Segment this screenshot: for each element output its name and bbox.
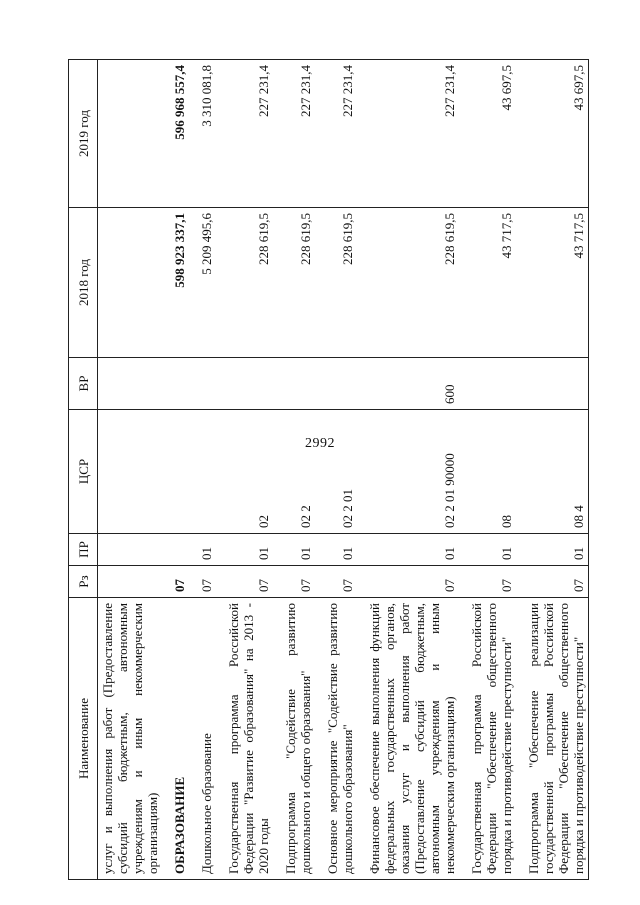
row-csr: 02 2 01 90000 [357,410,459,534]
row-pr: 01 [216,534,273,566]
row-name: Дошкольное образование [189,598,216,880]
row-pr: 01 [357,534,459,566]
row-name: Финансовое обеспечение выполнения функций федеральных государственных органов, оказания услуг и выполнения работ (Предоставление субсидий бюджетным, автономным учреждениям и иным некоммерческим организациям) [357,598,459,880]
row-pr [162,534,189,566]
header-vr: ВР [69,358,98,410]
row-2019: 227 231,4 [273,60,315,208]
row-csr: 02 2 [273,410,315,534]
table-row [315,60,357,880]
row-vr [216,358,273,410]
budget-table [68,59,589,880]
row-vr [516,358,589,410]
row-vr [162,358,189,410]
row-2018: 228 619,5 [216,208,273,358]
row-vr [189,358,216,410]
table-row [98,60,163,880]
row-vr [98,358,163,410]
row-name: Основное мероприятие "Содействие развитию дошкольного образования" [315,598,357,880]
row-2019: 227 231,4 [315,60,357,208]
row-rz: 07 [162,566,189,598]
row-2019: 43 697,5 [459,60,516,208]
row-pr: 01 [459,534,516,566]
row-rz: 07 [273,566,315,598]
header-name: Наименование [69,598,98,880]
table-row [216,60,273,880]
row-name: Подпрограмма "Содействие развитию дошкольного и общего образования" [273,598,315,880]
table-row [162,60,189,880]
table-row [459,60,516,880]
row-vr [459,358,516,410]
row-rz: 07 [216,566,273,598]
page-number: 2992 [305,436,335,451]
row-2019: 3 310 081,8 [189,60,216,208]
row-2019: 43 697,5 [516,60,589,208]
row-2019: 227 231,4 [357,60,459,208]
row-vr: 600 [357,358,459,410]
row-2018: 43 717,5 [516,208,589,358]
row-2019: 227 231,4 [216,60,273,208]
row-2018: 228 619,5 [315,208,357,358]
row-name: услуг и выполнения работ (Предоставление субсидий бюджетным, автономным учреждениям и иным некоммерческим организациям) [98,598,163,880]
row-rz [98,566,163,598]
table-row [189,60,216,880]
row-name: Подпрограмма "Обеспечение реализации государственной программы Российской Федерации "Обеспечение общественного порядка и противодействие преступности" [516,598,589,880]
row-2018: 598 923 337,1 [162,208,189,358]
header-2018: 2018 год [69,208,98,358]
row-pr: 01 [516,534,589,566]
row-rz: 07 [516,566,589,598]
header-pr: ПР [69,534,98,566]
header-rz: Рз [69,566,98,598]
row-rz: 07 [357,566,459,598]
row-pr [98,534,163,566]
budget-table-sheet [68,60,591,880]
row-rz: 07 [459,566,516,598]
row-rz: 07 [315,566,357,598]
row-2018: 228 619,5 [273,208,315,358]
row-2018: 5 209 495,6 [189,208,216,358]
row-rz: 07 [189,566,216,598]
row-pr: 01 [315,534,357,566]
row-csr: 08 4 [516,410,589,534]
table-header-row [69,60,98,880]
table-row [273,60,315,880]
header-2019: 2019 год [69,60,98,208]
row-2019 [98,60,163,208]
row-csr [162,410,189,534]
row-2018 [98,208,163,358]
row-name: Государственная программа Российской Федерации "Обеспечение общественного порядка и противодействие преступности" [459,598,516,880]
row-csr [98,410,163,534]
row-csr: 08 [459,410,516,534]
row-vr [315,358,357,410]
row-vr [273,358,315,410]
row-name: Государственная программа Российской Федерации "Развитие образования" на 2013 - 2020 годы [216,598,273,880]
row-csr: 02 [216,410,273,534]
row-2019: 596 968 557,4 [162,60,189,208]
row-2018: 228 619,5 [357,208,459,358]
row-2018: 43 717,5 [459,208,516,358]
row-pr: 01 [189,534,216,566]
table-row [516,60,589,880]
row-name: ОБРАЗОВАНИЕ [162,598,189,880]
row-pr: 01 [273,534,315,566]
table-row [357,60,459,880]
header-csr: ЦСР [69,410,98,534]
row-csr: 02 2 01 [315,410,357,534]
row-csr [189,410,216,534]
